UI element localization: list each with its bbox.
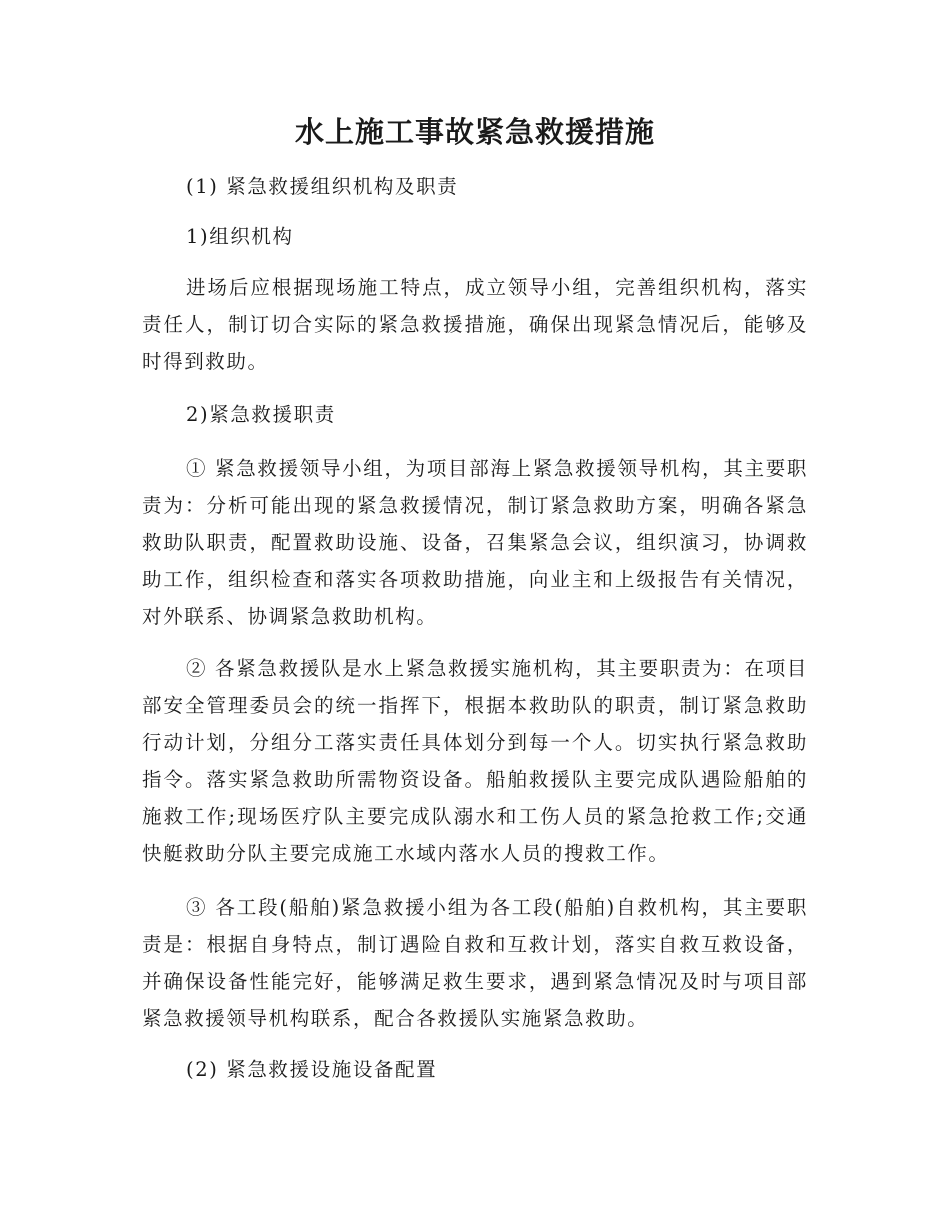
sub2-heading: 2)紧急救援职责	[186, 403, 336, 426]
sub1-heading: 1)组织机构	[186, 225, 294, 248]
duty2-paragraph: ② 各紧急救援队是水上紧急救援实施机构，其主要职责为：在项目部安全管理委员会的统一指挥下，根据本救助队的职责，制订紧急救助行动计划，分组分工落实责任具体划分到每一个人。切实执行紧急救助指令。落实紧急救助所需物资设备。船舶救援队主要完成队遇险船舶的施救工作;现场医疗队主要完成队溺水和工伤人员的紧急抢救工作;交通快艇救助分队主要完成施工水域内落水人员的搜救工作。	[142, 657, 808, 865]
section1-heading: (1) 紧急救援组织机构及职责	[186, 175, 459, 198]
document-title: 水上施工事故紧急救援措施	[294, 115, 655, 149]
sub1-paragraph: 进场后应根据现场施工特点，成立领导小组，完善组织机构，落实责任人，制订切合实际的紧急救援措施，确保出现紧急情况后，能够及时得到救助。	[142, 276, 808, 373]
duty1-paragraph: ① 紧急救援领导小组，为项目部海上紧急救援领导机构，其主要职责为：分析可能出现的紧急救援情况，制订紧急救助方案，明确各紧急救助队职责，配置救助设施、设备，召集紧急会议，组织演习，协调救助工作，组织检查和落实各项救助措施，向业主和上级报告有关情况，对外联系、协调紧急救助机构。	[142, 457, 808, 628]
duty3-paragraph: ③ 各工段(船舶)紧急救援小组为各工段(船舶)自救机构，其主要职责是：根据自身特点，制订遇险自救和互救计划，落实自救互救设备，并确保设备性能完好，能够满足救生要求，遇到紧急情况及时与项目部紧急救援领导机构联系，配合各救援队实施紧急救助。	[142, 896, 808, 1030]
section2-heading: (2) 紧急救援设施设备配置	[186, 1058, 438, 1081]
